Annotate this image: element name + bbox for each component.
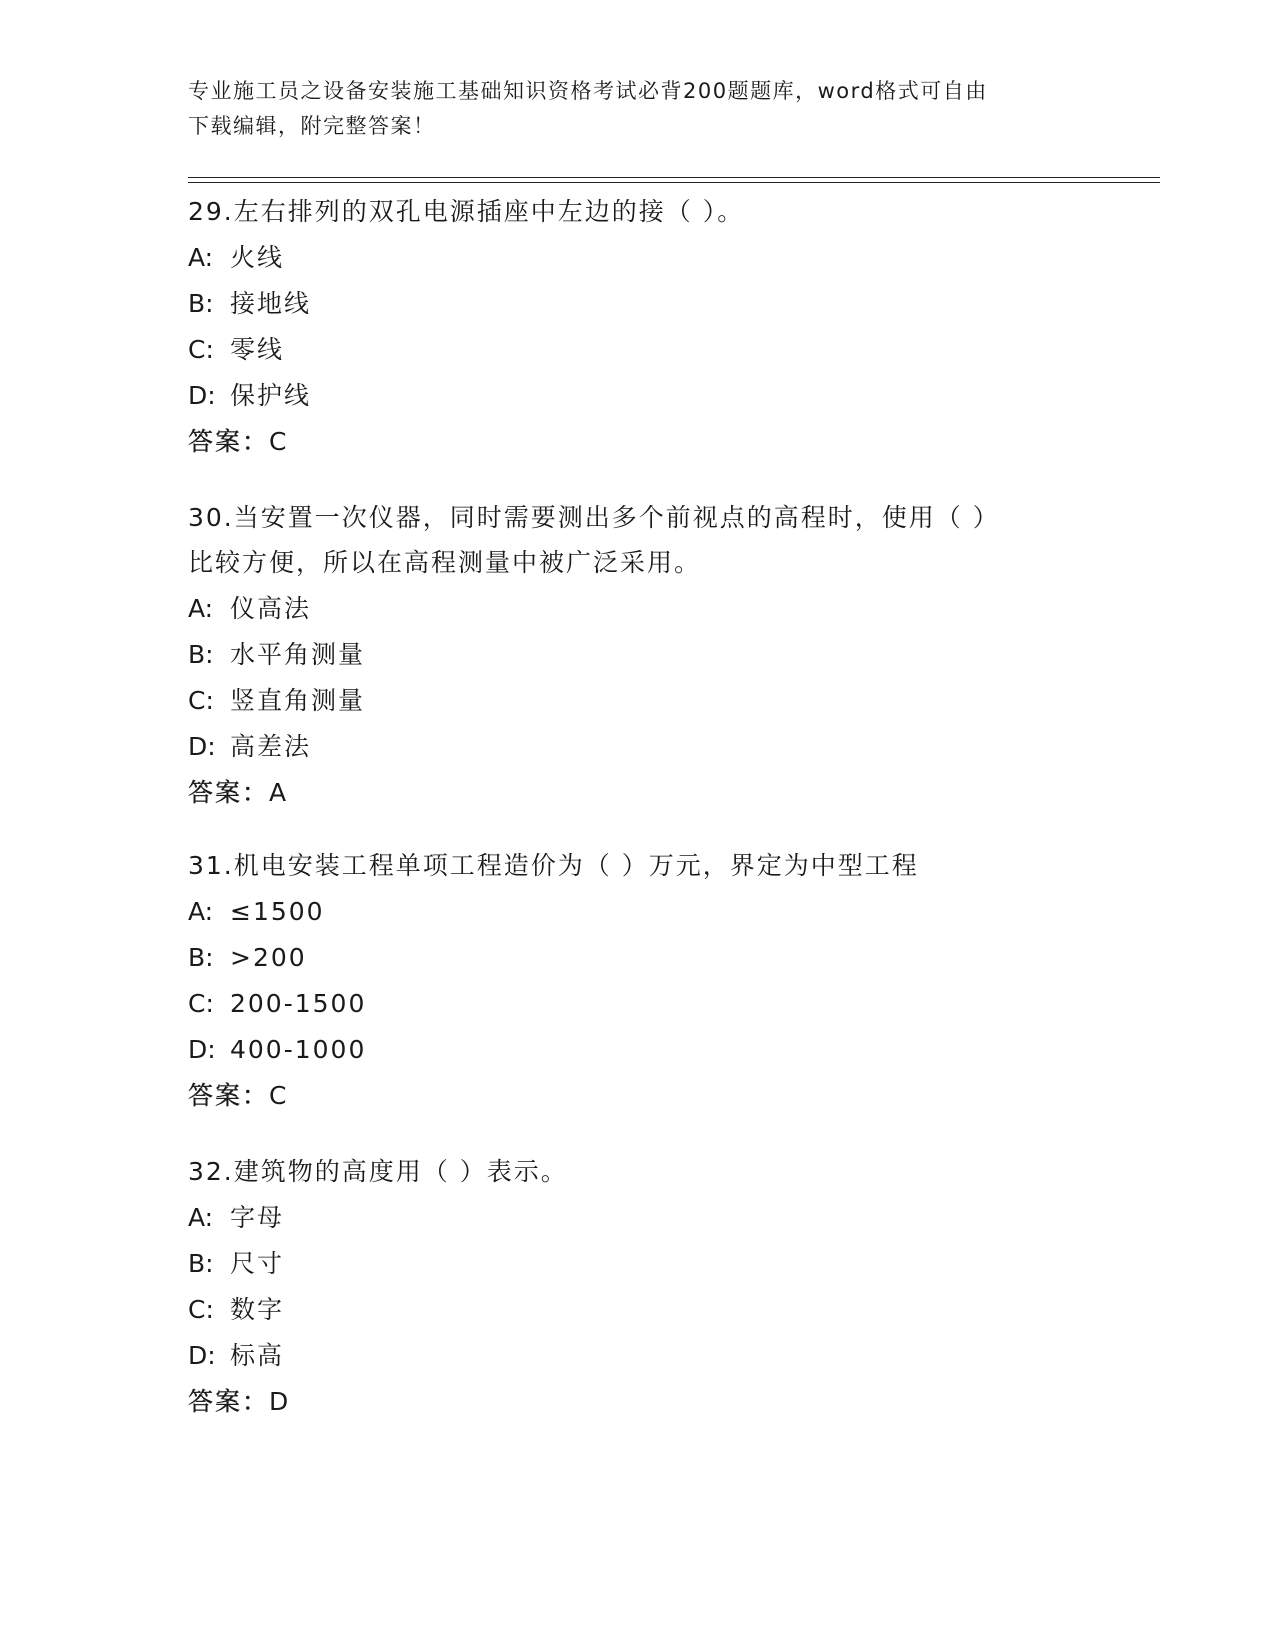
question-32: [188, 1148, 1088, 1424]
answer-label: 答案：: [188, 426, 270, 456]
header-divider-top: [188, 177, 1160, 178]
option-letter: C:: [188, 685, 214, 715]
answer-label: 答案：: [188, 1386, 270, 1416]
option-letter: D:: [188, 1340, 216, 1370]
answer-line: [188, 418, 1088, 464]
header-divider-bottom: [188, 182, 1160, 183]
answer-label: 答案：: [188, 1080, 270, 1110]
option-b: [188, 934, 1088, 980]
answer-value: A: [269, 777, 287, 807]
option-d: [188, 723, 1088, 769]
question-text-line-1: 30.当安置一次仪器，同时需要测出多个前视点的高程时，使用（ ）: [188, 502, 1000, 532]
option-a: [188, 888, 1088, 934]
option-text: 竖直角测量: [230, 685, 366, 715]
option-d: [188, 1026, 1088, 1072]
header-line-2: 下载编辑，附完整答案！: [188, 114, 436, 138]
answer-line: [188, 1072, 1088, 1118]
header-line-1: 专业施工员之设备安装施工基础知识资格考试必背200题题库，word格式可自由: [188, 79, 988, 103]
document-header: [188, 74, 1088, 144]
option-text: 火线: [230, 242, 285, 272]
option-text: 保护线: [230, 380, 312, 410]
option-text: ≤1500: [230, 896, 325, 926]
option-b: [188, 1240, 1088, 1286]
option-letter: B:: [188, 942, 214, 972]
question-30: [188, 495, 1088, 815]
option-text: 仪高法: [230, 593, 312, 623]
question-text-line-2: 比较方便，所以在高程测量中被广泛采用。: [188, 547, 702, 577]
option-a: [188, 1194, 1088, 1240]
answer-value: C: [269, 426, 287, 456]
option-b: [188, 631, 1088, 677]
answer-value: D: [269, 1386, 289, 1416]
option-c: [188, 326, 1088, 372]
option-text: 标高: [230, 1340, 285, 1370]
question-text: 29.左右排列的双孔电源插座中左边的接（ ）。: [188, 196, 745, 226]
answer-value: C: [269, 1080, 287, 1110]
question-text: 31.机电安装工程单项工程造价为（ ）万元，界定为中型工程: [188, 850, 919, 880]
option-letter: A:: [188, 896, 214, 926]
option-text: 高差法: [230, 731, 312, 761]
option-letter: A:: [188, 593, 214, 623]
option-text: 数字: [230, 1294, 285, 1324]
question-31: [188, 842, 1088, 1118]
option-letter: C:: [188, 1294, 214, 1324]
option-text: 400-1000: [230, 1034, 367, 1064]
option-text: 零线: [230, 334, 285, 364]
option-b: [188, 280, 1088, 326]
option-text: 200-1500: [230, 988, 367, 1018]
option-letter: B:: [188, 288, 214, 318]
question-29: [188, 188, 1088, 464]
option-letter: D:: [188, 731, 216, 761]
answer-label: 答案：: [188, 777, 270, 807]
option-letter: D:: [188, 1034, 216, 1064]
option-d: [188, 372, 1088, 418]
question-text: 32.建筑物的高度用（ ）表示。: [188, 1156, 568, 1186]
option-letter: A:: [188, 242, 214, 272]
option-letter: B:: [188, 639, 214, 669]
option-a: [188, 234, 1088, 280]
answer-line: [188, 1378, 1088, 1424]
option-letter: C:: [188, 988, 214, 1018]
option-c: [188, 980, 1088, 1026]
option-text: 接地线: [230, 288, 312, 318]
option-letter: C:: [188, 334, 214, 364]
option-text: 字母: [230, 1202, 285, 1232]
option-letter: B:: [188, 1248, 214, 1278]
option-letter: A:: [188, 1202, 214, 1232]
option-c: [188, 1286, 1088, 1332]
option-text: 尺寸: [230, 1248, 285, 1278]
option-a: [188, 585, 1088, 631]
option-text: >200: [230, 942, 307, 972]
answer-line: [188, 769, 1088, 815]
option-c: [188, 677, 1088, 723]
option-d: [188, 1332, 1088, 1378]
option-letter: D:: [188, 380, 216, 410]
option-text: 水平角测量: [230, 639, 366, 669]
